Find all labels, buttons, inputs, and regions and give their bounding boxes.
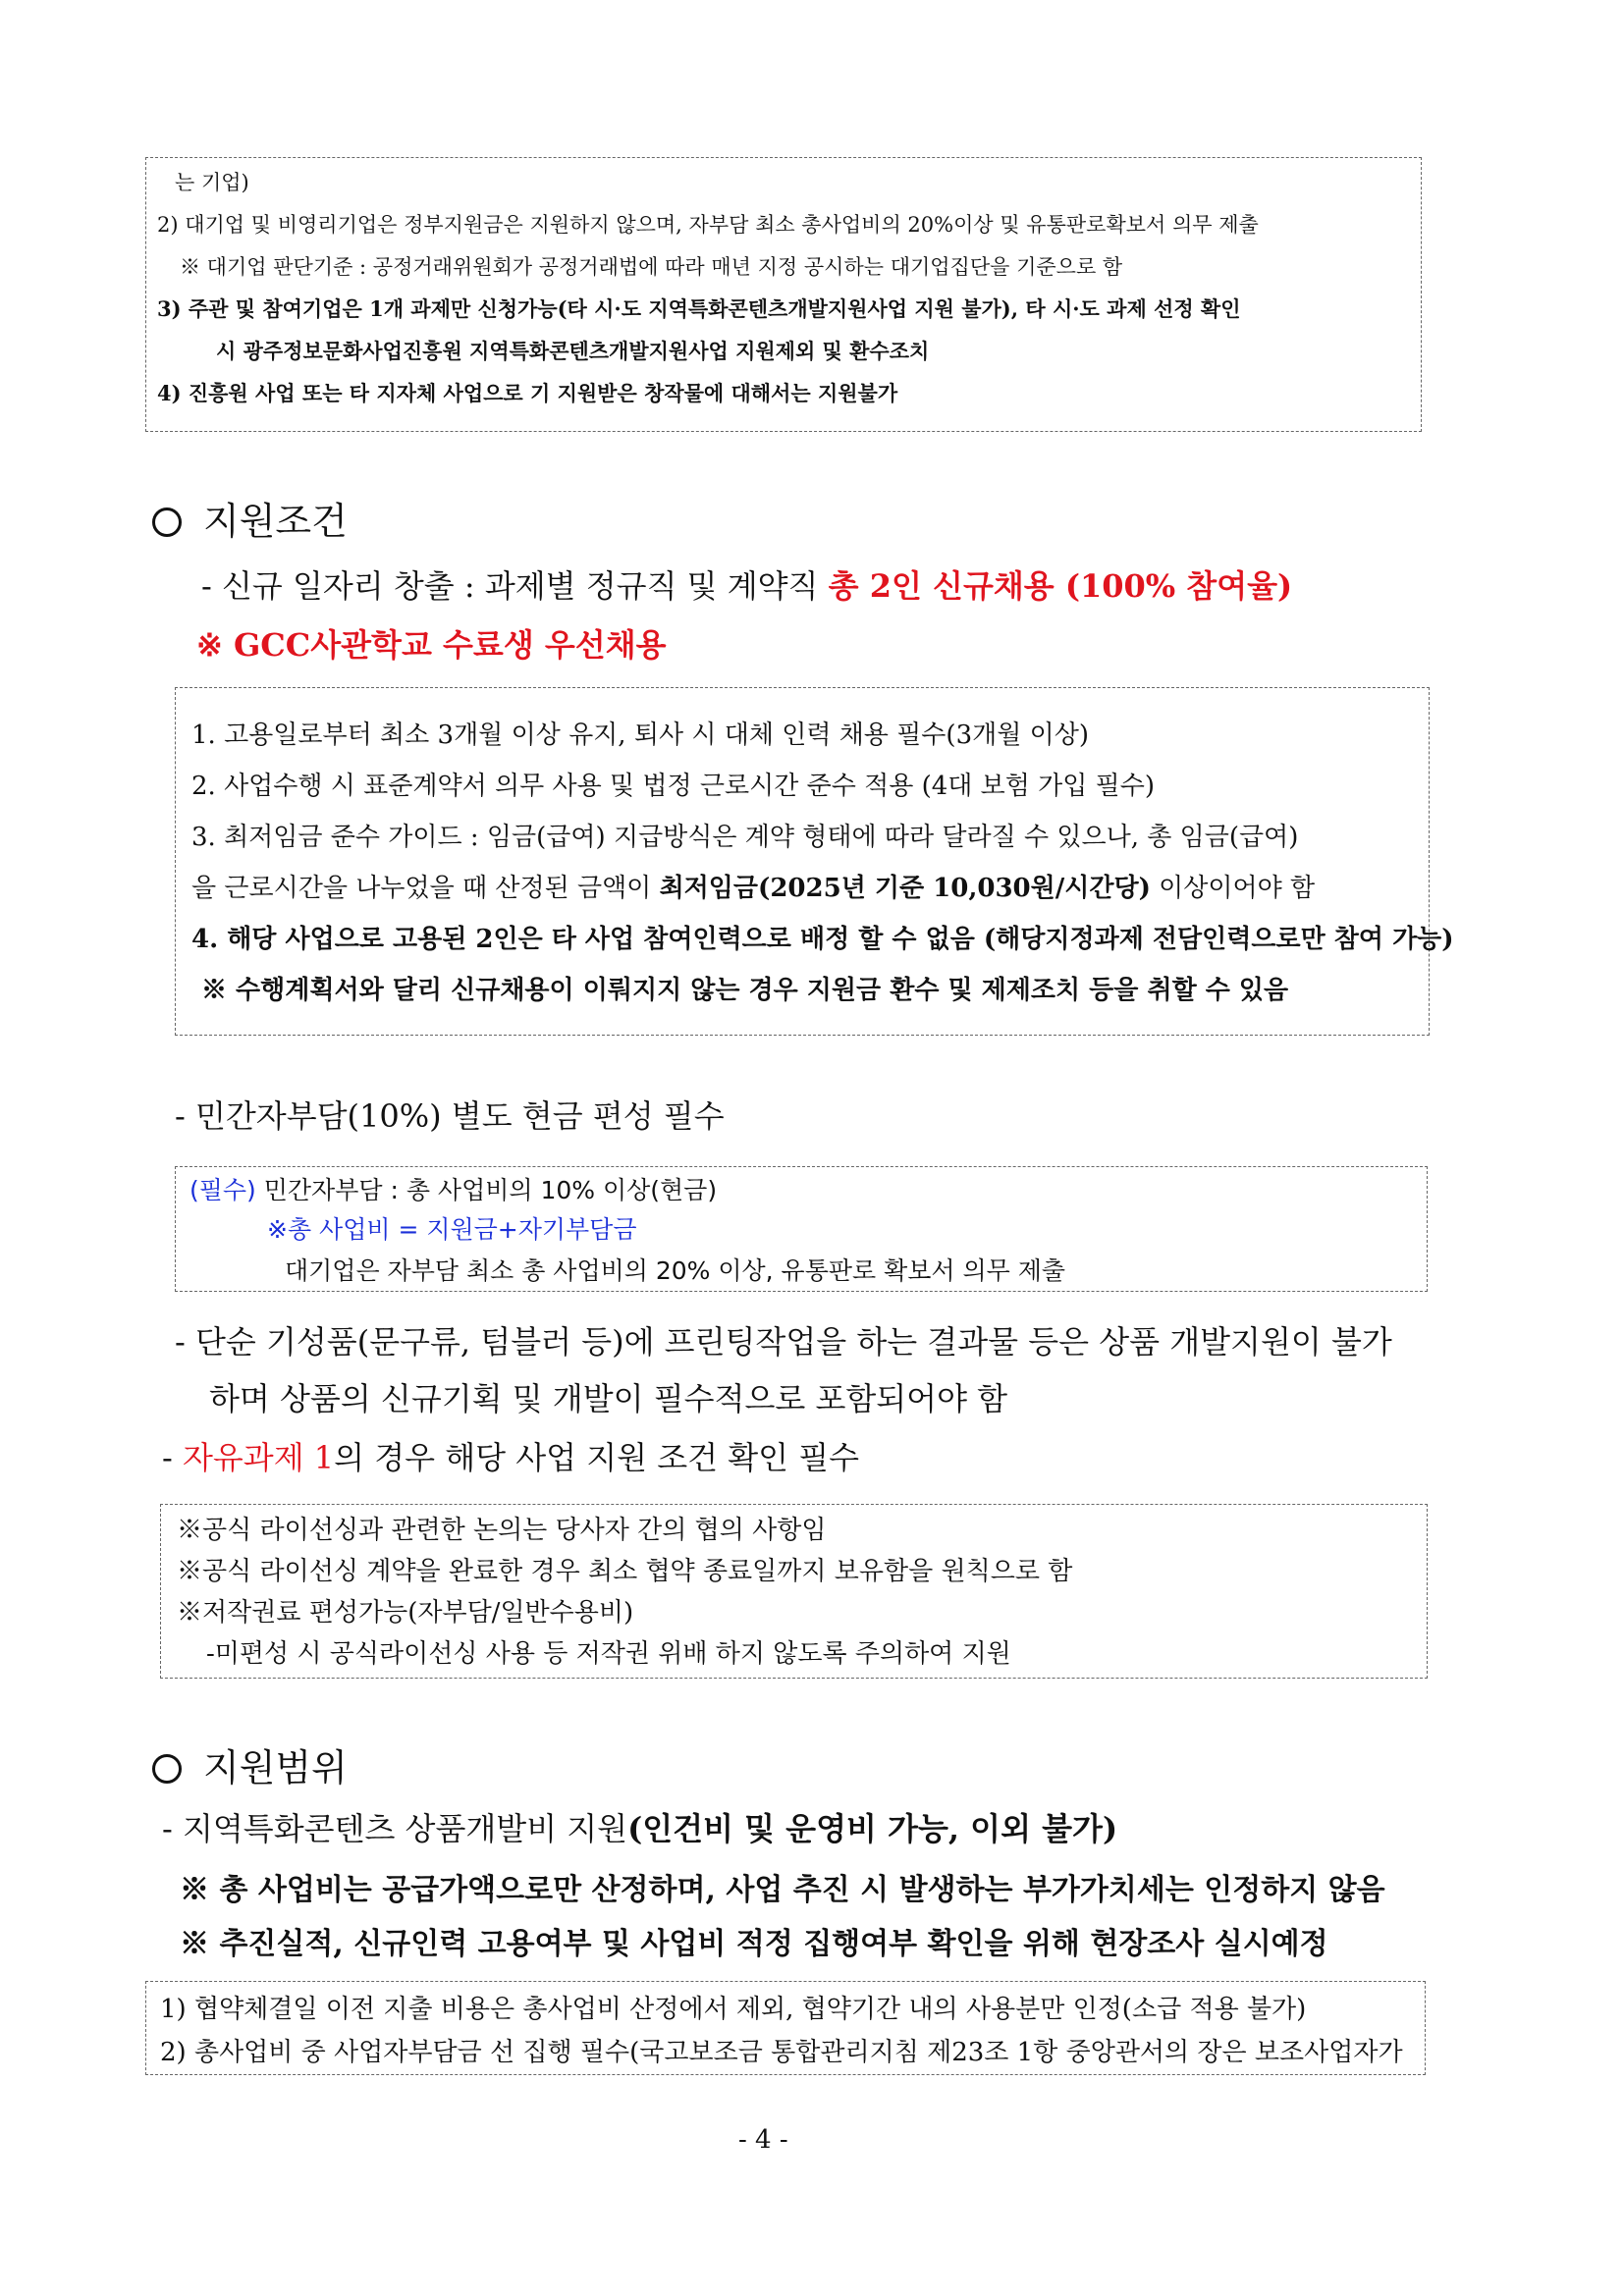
hiring-item-2: 2. 사업수행 시 표준계약서 의무 사용 및 법정 근로시간 준수 적용 (4대 보험 가입 필수) <box>191 772 1156 801</box>
hiring-warning-note: ※ 수행계획서와 달리 신규채용이 이뤄지지 않는 경우 지원금 환수 및 제제조치 등을 취할 수 있음 <box>201 976 1289 1005</box>
box1-line5: 시 광주정보문화사업진흥원 지역특화콘텐츠개발지원사업 지원제외 및 환수조치 <box>216 339 930 363</box>
private-share-heading: - 민간자부담(10%) 별도 현금 편성 필수 <box>175 1097 725 1135</box>
expenses-line1: 1) 협약체결일 이전 지출 비용은 총사업비 산정에서 제외, 협약기간 내의 사용분만 인정(소급 적용 불가) <box>160 1995 1307 2024</box>
hiring-item-3a: 3. 최저임금 준수 가이드 : 임금(급여) 지급방식은 계약 형태에 따라 달라질 수 있으나, 총 임금(급여) <box>191 823 1299 852</box>
licensing-line1: ※공식 라이선싱과 관련한 논의는 당사자 간의 협의 사항임 <box>177 1516 827 1545</box>
scope-note-2: ※ 추진실적, 신규인력 고용여부 및 사업비 적정 집행여부 확인을 위해 현장조사 실시예정 <box>180 1927 1328 1961</box>
hiring-item-4: 4. 해당 사업으로 고용된 2인은 타 사업 참여인력으로 배정 할 수 없음 (해당지정과제 전담인력으로만 참여 가능) <box>191 925 1454 954</box>
free-task-heading: - 자유과제 1의 경우 해당 사업 지원 조건 확인 필수 <box>162 1439 860 1476</box>
goods-line1: - 단순 기성품(문구류, 텀블러 등)에 프린팅작업을 하는 결과물 등은 상품 개발지원이 불가 <box>175 1323 1392 1361</box>
section-title-support-conditions: 지원조건 <box>152 491 348 545</box>
box1-line4: 3) 주관 및 참여기업은 1개 과제만 신청가능(타 시·도 지역특화콘텐츠개발지원사업 지원 불가), 타 시·도 과제 선정 확인 <box>157 296 1241 321</box>
free-task-highlight: 자유과제 1 <box>182 1439 335 1476</box>
licensing-line4: -미편성 시 공식라이선싱 사용 등 저작권 위배 하지 않도록 주의하여 지원 <box>206 1639 1011 1669</box>
section-title-support-scope: 지원범위 <box>152 1737 348 1791</box>
licensing-line3: ※저작권료 편성가능(자부담/일반수용비) <box>177 1598 634 1628</box>
box1-line1: 는 기업) <box>175 171 249 194</box>
circle-bullet-icon <box>152 507 182 537</box>
gcc-priority-note: ※ GCC사관학교 수료생 우선채용 <box>196 626 667 664</box>
scope-note-1: ※ 총 사업비는 공급가액으로만 산정하며, 사업 추진 시 발생하는 부가가치세는 인정하지 않음 <box>180 1873 1385 1907</box>
private-share-box-line3: 대기업은 자부담 최소 총 사업비의 20% 이상, 유통판로 확보서 의무 제출 <box>285 1256 1066 1285</box>
required-tag: (필수) <box>189 1176 256 1204</box>
box1-line2: 2) 대기업 및 비영리기업은 정부지원금은 지원하지 않으며, 자부담 최소 총사업비의 20%이상 및 유통판로확보서 의무 제출 <box>157 213 1259 237</box>
box1-line6: 4) 진흥원 사업 또는 타 지자체 사업으로 기 지원받은 창작물에 대해서는 지원불가 <box>157 381 898 405</box>
page-number: - 4 - <box>738 2125 788 2155</box>
private-share-box-line2: ※총 사업비 = 지원금+자기부담금 <box>267 1215 637 1244</box>
hiring-item-3b: 을 근로시간을 나누었을 때 산정된 금액이 최저임금(2025년 기준 10,030원/시간당) 이상이어야 함 <box>191 874 1316 903</box>
job-creation-line: - 신규 일자리 창출 : 과제별 정규직 및 계약직 총 2인 신규채용 (100% 참여율) <box>201 567 1293 605</box>
goods-line2: 하며 상품의 신규기획 및 개발이 필수적으로 포함되어야 함 <box>209 1380 1008 1417</box>
box1-line3: ※ 대기업 판단기준 : 공정거래위원회가 공정거래법에 따라 매년 지정 공시하는 대기업집단을 기준으로 함 <box>180 255 1123 279</box>
scope-line: - 지역특화콘텐츠 상품개발비 지원(인건비 및 운영비 가능, 이외 불가) <box>162 1810 1118 1847</box>
job-creation-highlight: 총 2인 신규채용 (100% 참여율) <box>828 567 1293 605</box>
hiring-item-1: 1. 고용일로부터 최소 3개월 이상 유지, 퇴사 시 대체 인력 채용 필수(3개월 이상) <box>191 721 1089 750</box>
private-share-box-line1: (필수) 민간자부담 : 총 사업비의 10% 이상(현금) <box>189 1176 718 1204</box>
circle-bullet-icon <box>152 1754 182 1784</box>
licensing-line2: ※공식 라이선싱 계약을 완료한 경우 최소 협약 종료일까지 보유함을 원칙으로 함 <box>177 1557 1073 1586</box>
expenses-line2: 2) 총사업비 중 사업자부담금 선 집행 필수(국고보조금 통합관리지침 제23조 1항 중앙관서의 장은 보조사업자가 <box>160 2038 1403 2067</box>
